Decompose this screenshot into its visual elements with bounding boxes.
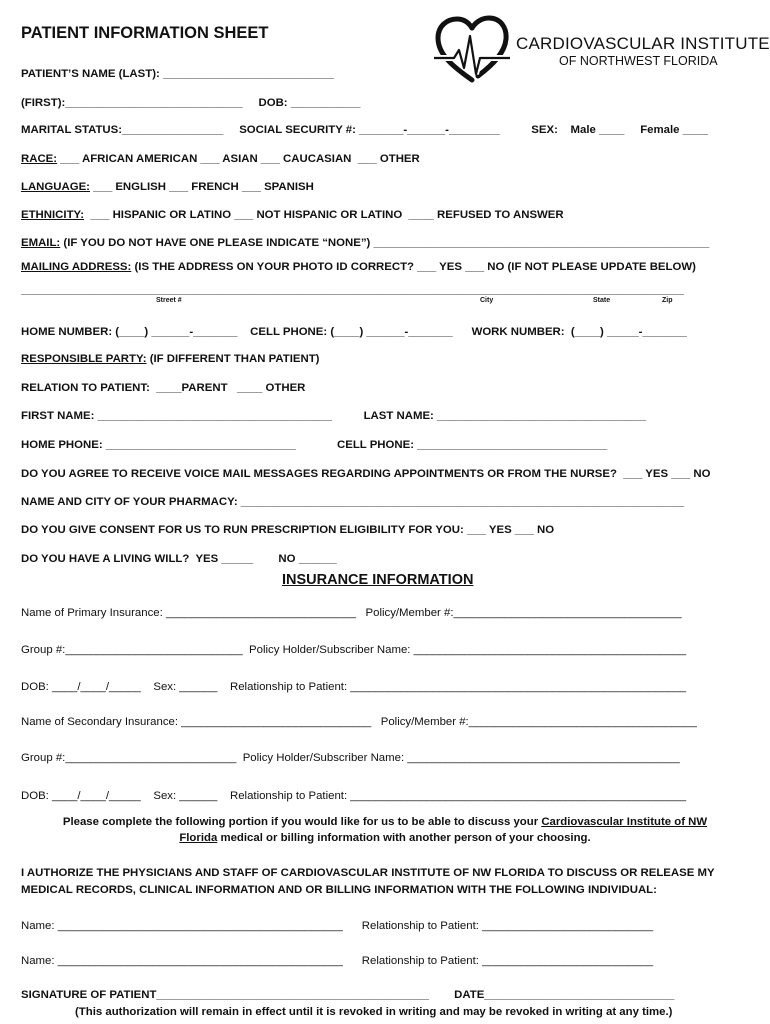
heart-pulse-icon — [432, 14, 512, 88]
secondary-group-line[interactable]: Group #:___________________________ Policy Holder/Subscriber Name: ___________________________________________ — [21, 752, 680, 764]
responsible-party-line — [21, 352, 319, 366]
email-label: EMAIL: — [21, 237, 61, 249]
relation-line[interactable]: RELATION TO PATIENT: ____PARENT ____ OTHER — [21, 382, 306, 394]
insurance-section-title: INSURANCE INFORMATION — [282, 572, 474, 588]
rp-name-line[interactable]: FIRST NAME: _____________________________________ LAST NAME: _________________________________ — [21, 410, 647, 422]
consent-notice — [0, 814, 770, 846]
email-field[interactable]: (IF YOU DO NOT HAVE ONE PLEASE INDICATE “NONE”) _____________________________________________________ — [60, 237, 710, 249]
prescription-consent-line[interactable]: DO YOU GIVE CONSENT FOR US TO RUN PRESCRIPTION ELIGIBILITY FOR YOU: ___ YES ___ NO — [21, 524, 555, 536]
responsible-party-note: (IF DIFFERENT THAN PATIENT) — [146, 353, 320, 365]
patient-last-name-line[interactable]: PATIENT’S NAME (LAST): ___________________________ — [21, 68, 334, 80]
language-options[interactable]: ___ ENGLISH ___ FRENCH ___ SPANISH — [89, 181, 314, 193]
page-title: PATIENT INFORMATION SHEET — [21, 24, 269, 42]
mailing-address-label: MAILING ADDRESS: — [21, 261, 132, 273]
city-label: City — [480, 297, 494, 304]
language-line[interactable] — [21, 180, 314, 194]
living-will-line[interactable]: DO YOU HAVE A LIVING WILL? YES _____ NO ______ — [21, 553, 337, 565]
phone-numbers-line[interactable]: HOME NUMBER: (____) ______-_______ CELL PHONE: (____) ______-_______ WORK NUMBER: (____) _____-_______ — [21, 326, 687, 338]
street-label: Street # — [156, 297, 182, 304]
race-options[interactable]: ___ AFRICAN AMERICAN ___ ASIAN ___ CAUCASIAN ___ OTHER — [57, 153, 420, 165]
primary-group-line[interactable]: Group #:____________________________ Policy Holder/Subscriber Name: ___________________________________________ — [21, 644, 687, 656]
pharmacy-line[interactable]: NAME AND CITY OF YOUR PHARMACY: ______________________________________________________________________ — [21, 496, 685, 508]
ethnicity-options[interactable]: ___ HISPANIC OR LATINO ___ NOT HISPANIC OR LATINO ____ REFUSED TO ANSWER — [84, 209, 564, 221]
race-label: RACE: — [21, 153, 58, 165]
rp-phone-line[interactable]: HOME PHONE: ______________________________ CELL PHONE: ______________________________ — [21, 439, 608, 451]
authorization-footer: (This authorization will remain in effect until it is revoked in writing and may be revoked in writing at any time.) — [75, 1006, 673, 1018]
notice-text-end: medical or billing information with another person of your choosing. — [217, 832, 591, 844]
mailing-address-line[interactable] — [21, 260, 696, 274]
zip-label: Zip — [662, 297, 673, 304]
signature-line[interactable]: SIGNATURE OF PATIENT___________________________________________ DATE______________________________ — [21, 989, 675, 1001]
mailing-address-question[interactable]: (IS THE ADDRESS ON YOUR PHOTO ID CORRECT? ___ YES ___ NO (IF NOT PLEASE UPDATE BELOW) — [131, 261, 696, 273]
ethnicity-line[interactable] — [21, 208, 564, 222]
address-field[interactable]: ____________________________________________________________________________________________________________ — [21, 284, 684, 296]
primary-insurance-line[interactable]: Name of Primary Insurance: ______________________________ Policy/Member #:____________________________________ — [21, 607, 682, 619]
state-label: State — [593, 297, 611, 304]
logo-text-line2: OF NORTHWEST FLORIDA — [559, 54, 718, 68]
logo — [432, 14, 770, 88]
authorized-person-2-line[interactable]: Name: _____________________________________________ Relationship to Patient: ___________________________ — [21, 955, 654, 967]
secondary-dob-line[interactable]: DOB: ____/____/_____ Sex: ______ Relationship to Patient: _____________________________________________________ — [21, 790, 687, 802]
notice-institute-link: Cardiovascular Institute of NW — [541, 816, 708, 828]
ethnicity-label: ETHNICITY: — [21, 209, 85, 221]
language-label: LANGUAGE: — [21, 181, 90, 193]
responsible-party-label: RESPONSIBLE PARTY: — [21, 353, 147, 365]
secondary-insurance-line[interactable]: Name of Secondary Insurance: ______________________________ Policy/Member #:____________________________________ — [21, 716, 697, 728]
race-line[interactable] — [21, 152, 420, 166]
authorize-line-1: I AUTHORIZE THE PHYSICIANS AND STAFF OF CARDIOVASCULAR INSTITUTE OF NW FLORIDA TO DISCUSS OR RELEASE MY — [21, 867, 715, 879]
authorized-person-1-line[interactable]: Name: _____________________________________________ Relationship to Patient: ___________________________ — [21, 920, 654, 932]
authorize-line-2: MEDICAL RECORDS, CLINICAL INFORMATION AND OR BILLING INFORMATION WITH THE FOLLOWING INDIVIDUAL: — [21, 884, 657, 896]
logo-text-line1: CARDIOVASCULAR INSTITUTE — [516, 34, 770, 53]
first-name-dob-line[interactable]: (FIRST):____________________________ DOB: ___________ — [21, 97, 361, 109]
email-line[interactable] — [21, 236, 709, 250]
notice-text: Please complete the following portion if you would like for us to be able to discuss your — [62, 816, 542, 828]
notice-florida-link: Florida — [179, 832, 218, 844]
primary-dob-line[interactable]: DOB: ____/____/_____ Sex: ______ Relationship to Patient: _____________________________________________________ — [21, 681, 687, 693]
voicemail-consent-line[interactable]: DO YOU AGREE TO RECEIVE VOICE MAIL MESSAGES REGARDING APPOINTMENTS OR FROM THE NURSE? ___ YES ___ NO — [21, 468, 711, 480]
marital-ssn-sex-line[interactable]: MARITAL STATUS:________________ SOCIAL SECURITY #: _______-______-________ SEX: Male ____ Female ____ — [21, 124, 708, 136]
